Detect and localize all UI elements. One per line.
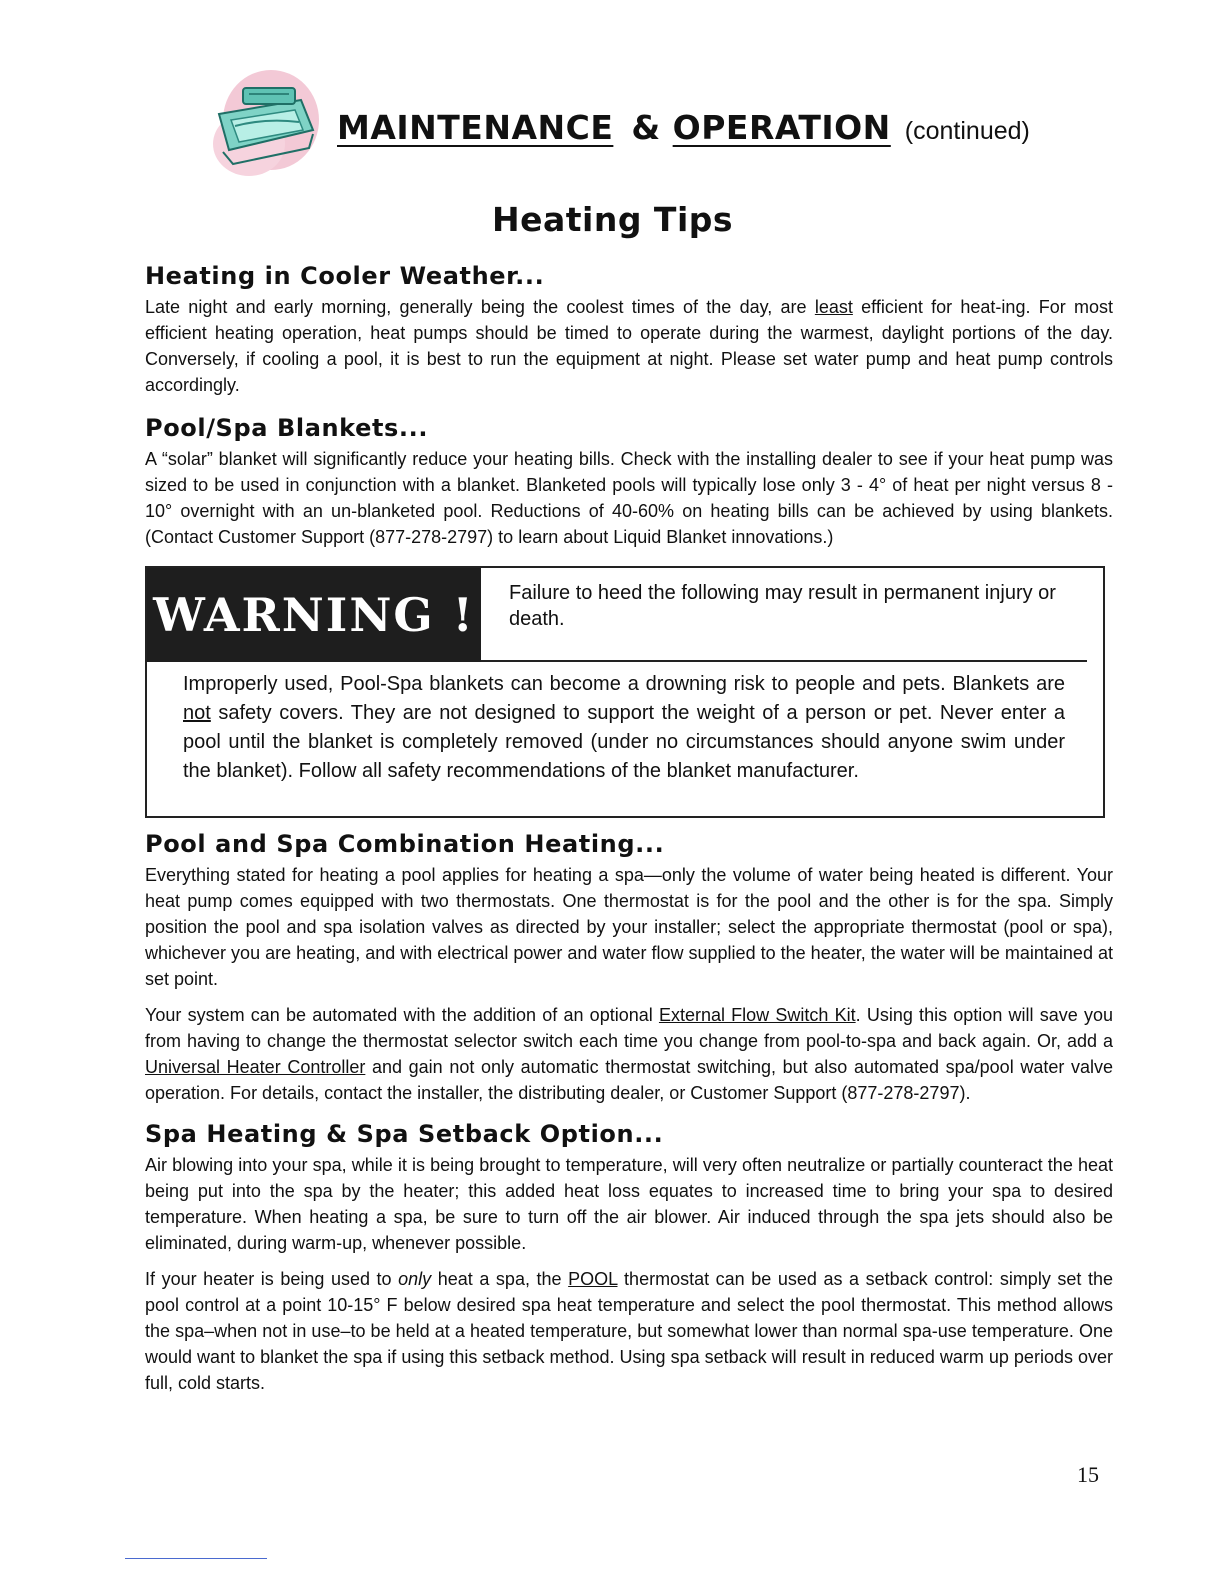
header-continued: (continued) xyxy=(904,117,1030,145)
warning-divider xyxy=(481,660,1087,662)
section-heading-cooler-weather: Heating in Cooler Weather... xyxy=(145,262,545,290)
paragraph-blankets: A “solar” blanket will significantly reduce your heating bills. Check with the installing dealer to see if your heat pump was sized to be used in conjunction with a blanket. Blanketed pools will typically lose only 3 - 4° of heat per night versus 8 - 10° overnight with an un-blanketed pool. Reductions of 40-60% on heating bills can be achieved by using blankets. (Contact Customer Support (877-278-2797) to learn about Liquid Blanket innovations.) xyxy=(145,449,1113,547)
footer-line xyxy=(125,1558,267,1559)
header-operation: OPERATION xyxy=(672,108,891,147)
header-ampersand: & xyxy=(631,108,661,147)
section-heading-setback: Spa Heating & Spa Setback Option... xyxy=(145,1120,664,1148)
section-heading-blankets: Pool/Spa Blankets... xyxy=(145,414,429,442)
warning-body: Improperly used, Pool-Spa blankets can become a drowning risk to people and pets. Blankets are not safety covers. They are not designed to support the weight of a person or pet. Never enter a pool until the blanket is completely removed (under no circumstances should anyone swim under the blanket). Follow all safety recommendations of the blanket manufacturer. xyxy=(183,673,1065,782)
warning-label: WARNING ! xyxy=(147,568,481,662)
paragraph-combination-1: Everything stated for heating a pool applies for heating a spa—only the volume of water being heated is different. Your heat pump comes equipped with two thermostats. One thermostat is for the pool and the other is for the spa. Simply position the pool and spa isolation valves as directed by your installer; select the appropriate thermostat (pool or spa), whichever you are heating, and with electrical power and water flow supplied to the heater, the water will be maintained at set point. xyxy=(145,865,1113,989)
header-maintenance: MAINTENANCE xyxy=(337,108,614,147)
page-number: 15 xyxy=(1077,1462,1099,1487)
main-content xyxy=(145,262,1113,1406)
universal-heater-controller-link: Universal Heater Controller xyxy=(145,1057,366,1077)
underlined-not: not xyxy=(183,702,211,724)
warning-box xyxy=(145,566,1105,818)
paragraph-combination-2: Your system can be automated with the addition of an optional External Flow Switch Kit. Using this option will save you from having to change the thermostat selector switch each time you change from pool-to-spa and back again. Or, add a Universal Heater Controller and gain not only automatic thermostat switching, but also automated spa/pool water valve operation. For details, contact the installer, the distributing dealer, or Customer Support (877-278-2797). xyxy=(145,1005,1113,1103)
section-heading-combination: Pool and Spa Combination Heating... xyxy=(145,830,665,858)
paragraph-setback-2: If your heater is being used to only heat a spa, the POOL thermostat can be used as a setback control: simply set the pool control at a point 10-15° F below desired spa heat temperature and select the pool thermostat. This method allows the spa–when not in use–to be held at a heated temperature, but somewhat lower than normal spa-use temperature. One would want to blanket the spa if using this setback method. Using spa setback will result in reduced warm up periods over full, cold starts. xyxy=(145,1269,1113,1393)
paragraph-cooler-weather: Late night and early morning, generally being the coolest times of the day, are least efficient for heat-ing. For most efficient heating operation, heat pumps should be timed to operate during the warmest, daylight portions of the day. Conversely, if cooling a pool, it is best to run the equipment at night. Please set water pump and heat pump controls accordingly. xyxy=(145,297,1114,395)
external-flow-switch-kit-link: External Flow Switch Kit xyxy=(658,1005,856,1025)
warning-heading: Failure to heed the following may result in permanent injury or death. xyxy=(509,582,1056,630)
paragraph-setback-1: Air blowing into your spa, while it is being brought to temperature, will very often neutralize or partially counteract the heat being put into the spa by the heater; this added heat loss equates to increased time to bring your spa to desired temperature. When heating a spa, be sure to turn off the air blower. Air induced through the spa jets should also be eliminated, during warm-up, whenever possible. xyxy=(145,1155,1113,1253)
italic-only: only xyxy=(398,1269,432,1289)
page-header xyxy=(205,68,1105,180)
pool-heater-icon xyxy=(205,68,323,180)
underlined-least: least xyxy=(814,297,853,317)
header-title xyxy=(337,108,1030,147)
page-title: Heating Tips xyxy=(491,200,734,239)
underlined-pool: POOL xyxy=(568,1269,618,1289)
